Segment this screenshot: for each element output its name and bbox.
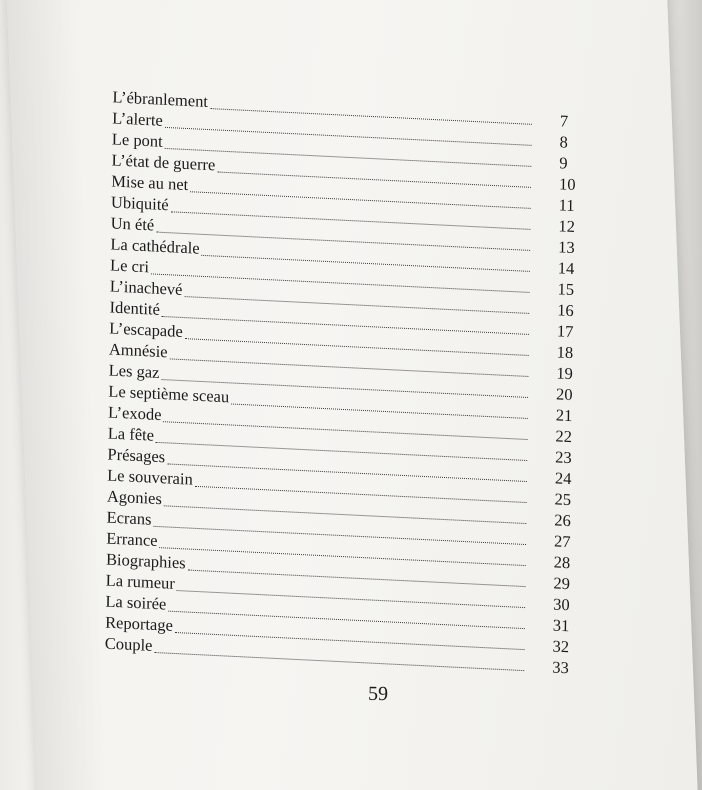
toc-entry-page: 28 [553,552,571,573]
toc-entry-page: 25 [554,489,572,510]
toc-entry-title: Couple [104,633,153,655]
toc-entry-page: 20 [555,384,573,405]
dot-leader [155,650,525,671]
toc-entry-title: L’escapade [109,318,183,342]
toc-entry-page: 14 [557,258,575,279]
toc-entry-page: 7 [559,111,569,131]
toc-entry-page: 32 [552,636,570,657]
toc-entry-title: La rumeur [105,570,175,593]
toc-entry-title: La soirée [105,591,167,614]
toc-list [6,0,665,678]
toc-entry-title: L’alerte [112,108,163,130]
toc-entry-title: Présages [107,444,166,467]
toc-entry-page: 17 [556,321,574,342]
toc-entry-page: 24 [554,468,572,489]
toc-entry-title: Amnésie [108,339,168,362]
toc-entry-title: Errance [106,528,158,551]
toc-entry-title: Identité [109,297,161,319]
toc-entry-title: Un été [110,213,155,235]
toc-entry-title: L’ébranlement [112,87,209,111]
toc-entry-page: 18 [556,342,574,363]
toc-entry-title: Ecrans [106,507,152,529]
toc-entry-title: Le souverain [107,465,193,489]
toc-entry-page: 16 [557,300,574,321]
toc-entry-title: Agonies [106,486,162,509]
toc-entry-title: Mise au net [111,171,189,195]
toc-entry-title: Les gaz [108,360,160,382]
toc-entry-page: 21 [555,405,573,426]
toc-entry-page: 8 [559,132,568,152]
toc-entry-page: 9 [559,153,568,173]
toc-entry-title: L’inachevé [109,276,183,299]
book-page [6,0,698,790]
toc-entry-page: 31 [552,615,570,636]
toc-entry-title: La cathédrale [110,234,200,258]
toc-entry-page: 27 [553,531,571,552]
toc-entry-title: L’état de guerre [111,150,216,175]
toc-entry-page: 12 [558,216,576,237]
toc-entry-page: 29 [553,573,571,594]
toc-entry-page: 11 [558,195,575,216]
toc-entry-title: La fête [107,423,155,445]
toc-entry-title: L’exode [107,402,162,425]
page-number: 59 [367,682,389,706]
toc-entry-title: Le pont [111,129,163,151]
toc-entry-title: Le cri [109,255,150,277]
toc-entry-title: Ubiquité [110,192,169,215]
toc-entry-title: Le septième sceau [108,381,230,407]
toc-entry-page: 23 [555,447,572,468]
toc-entry-page: 30 [553,594,570,615]
toc-entry-page: 13 [558,237,575,258]
toc-entry-page: 19 [556,363,574,384]
toc-entry-page: 33 [552,657,569,678]
toc-entry-title: Biographies [105,549,186,573]
toc-entry-title: Reportage [105,612,174,635]
toc-entry-page: 15 [557,279,575,300]
toc-entry-page: 22 [555,426,573,447]
toc-entry-page: 10 [558,174,576,195]
toc-entry-page: 26 [554,510,571,531]
